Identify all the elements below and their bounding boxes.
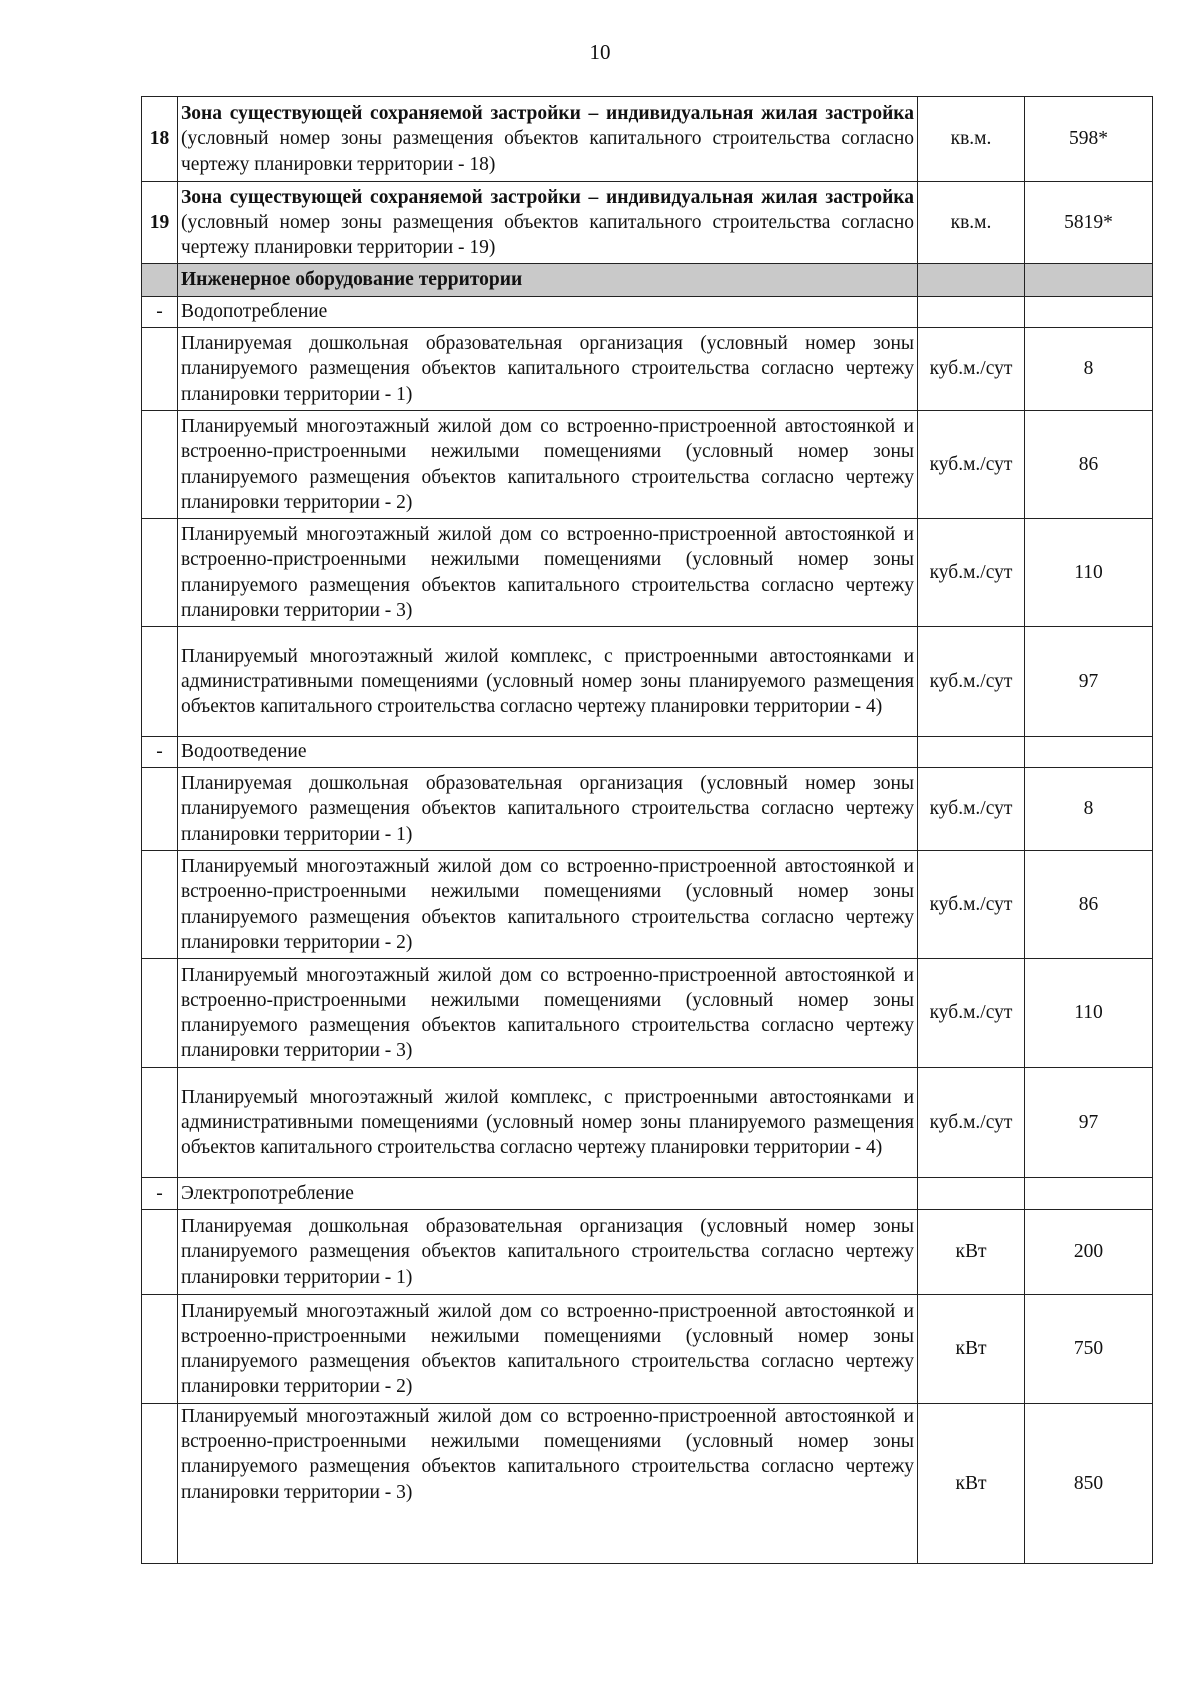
value-cell: 97: [1025, 1068, 1153, 1178]
item-description: Планируемый многоэтажный жилой дом со встроенно-пристроенной автостоянкой и встроенно-пристроенными нежилыми помещениями (условный номер зоны планируемого размещения объектов капитального строительства согласно чертежу планировки территории - 2): [178, 851, 918, 959]
zone-row-19: [142, 182, 1153, 264]
item-description: Планируемый многоэтажный жилой комплекс, с пристроенными автостоянками и административными помещениями (условный номер зоны планируемого размещения объектов капитального строительства согласно чертежу планировки территории - 4): [178, 627, 918, 737]
group-title: Водопотребление: [178, 297, 918, 328]
page-number: 10: [589, 40, 611, 64]
zone-note: (условный номер зоны размещения объектов капитального строительства согласно чертежу планировки территории - 18): [181, 128, 914, 175]
group-title: Электропотребление: [178, 1178, 918, 1210]
value-cell: 8: [1025, 328, 1153, 411]
value-cell: 86: [1025, 411, 1153, 519]
zone-note: (условный номер зоны размещения объектов капитального строительства согласно чертежу планировки территории - 19): [181, 211, 914, 259]
table-row: [142, 1404, 1153, 1564]
zone-row-18: [142, 97, 1153, 182]
item-description: Планируемый многоэтажный жилой дом со встроенно-пристроенной автостоянкой и встроенно-пристроенными нежилыми помещениями (условный номер зоны планируемого размещения объектов капитального строительства согласно чертежу планировки территории - 2): [178, 411, 918, 519]
row-number: 18: [142, 97, 178, 182]
table-row: [142, 411, 1153, 519]
table-row: [142, 1068, 1153, 1178]
section-title: Инженерное оборудование территории: [178, 264, 918, 297]
zone-title: Зона существующей сохраняемой застройки – индивидуальная жилая застройка: [181, 186, 914, 208]
unit-cell: куб.м./сут: [918, 851, 1025, 959]
unit-cell: куб.м./сут: [918, 328, 1025, 411]
unit-cell: кВт: [918, 1404, 1025, 1564]
item-description: Планируемая дошкольная образовательная организация (условный номер зоны планируемого размещения объектов капитального строительства согласно чертежу планировки территории - 1): [178, 328, 918, 411]
unit-cell: куб.м./сут: [918, 519, 1025, 627]
unit-cell: кв.м.: [918, 97, 1025, 182]
value-cell: 110: [1025, 519, 1153, 627]
value-cell: 200: [1025, 1210, 1153, 1295]
group-dash: -: [142, 1178, 178, 1210]
table-row: [142, 1295, 1153, 1404]
unit-cell: куб.м./сут: [918, 959, 1025, 1068]
item-description: Планируемый многоэтажный жилой дом со встроенно-пристроенной автостоянкой и встроенно-пристроенными нежилыми помещениями (условный номер зоны планируемого размещения объектов капитального строительства согласно чертежу планировки территории - 3): [178, 519, 918, 627]
item-description: Планируемая дошкольная образовательная организация (условный номер зоны планируемого размещения объектов капитального строительства согласно чертежу планировки территории - 1): [178, 768, 918, 851]
zone-description: [178, 182, 918, 264]
item-description: Планируемая дошкольная образовательная организация (условный номер зоны планируемого размещения объектов капитального строительства согласно чертежу планировки территории - 1): [178, 1210, 918, 1295]
value-cell: 97: [1025, 627, 1153, 737]
zone-title: Зона существующей сохраняемой застройки – индивидуальная жилая застройка: [181, 103, 914, 125]
table-row: [142, 1210, 1153, 1295]
unit-cell: куб.м./сут: [918, 1068, 1025, 1178]
value-cell: 750: [1025, 1295, 1153, 1404]
table-row: [142, 627, 1153, 737]
unit-cell: куб.м./сут: [918, 627, 1025, 737]
item-description: Планируемый многоэтажный жилой дом со встроенно-пристроенной автостоянкой и встроенно-пристроенными нежилыми помещениями (условный номер зоны планируемого размещения объектов капитального строительства согласно чертежу планировки территории - 3): [178, 1404, 918, 1564]
table-row: [142, 959, 1153, 1068]
section-header-row: [142, 264, 1153, 297]
value-cell: 110: [1025, 959, 1153, 1068]
item-description: Планируемый многоэтажный жилой дом со встроенно-пристроенной автостоянкой и встроенно-пристроенными нежилыми помещениями (условный номер зоны планируемого размещения объектов капитального строительства согласно чертежу планировки территории - 2): [178, 1295, 918, 1404]
table-row: [142, 768, 1153, 851]
value-cell: 8: [1025, 768, 1153, 851]
table-row: [142, 519, 1153, 627]
table-row: [142, 328, 1153, 411]
group-row-water-supply: [142, 297, 1153, 328]
item-description: Планируемый многоэтажный жилой комплекс, с пристроенными автостоянками и административными помещениями (условный номер зоны планируемого размещения объектов капитального строительства согласно чертежу планировки территории - 4): [178, 1068, 918, 1178]
unit-cell: кВт: [918, 1295, 1025, 1404]
value-cell: 598*: [1025, 97, 1153, 182]
value-cell: 5819*: [1025, 182, 1153, 264]
group-row-water-disposal: [142, 737, 1153, 768]
unit-cell: кВт: [918, 1210, 1025, 1295]
unit-cell: куб.м./сут: [918, 411, 1025, 519]
unit-cell: кв.м.: [918, 182, 1025, 264]
table-row: [142, 851, 1153, 959]
row-number: 19: [142, 182, 178, 264]
zone-description: [178, 97, 918, 182]
value-cell: 850: [1025, 1404, 1153, 1564]
unit-cell: куб.м./сут: [918, 768, 1025, 851]
value-cell: 86: [1025, 851, 1153, 959]
group-title: Водоотведение: [178, 737, 918, 768]
group-dash: -: [142, 297, 178, 328]
item-description: Планируемый многоэтажный жилой дом со встроенно-пристроенной автостоянкой и встроенно-пристроенными нежилыми помещениями (условный номер зоны планируемого размещения объектов капитального строительства согласно чертежу планировки территории - 3): [178, 959, 918, 1068]
indicators-table: [141, 96, 1153, 1564]
group-dash: -: [142, 737, 178, 768]
group-row-power-consumption: [142, 1178, 1153, 1210]
